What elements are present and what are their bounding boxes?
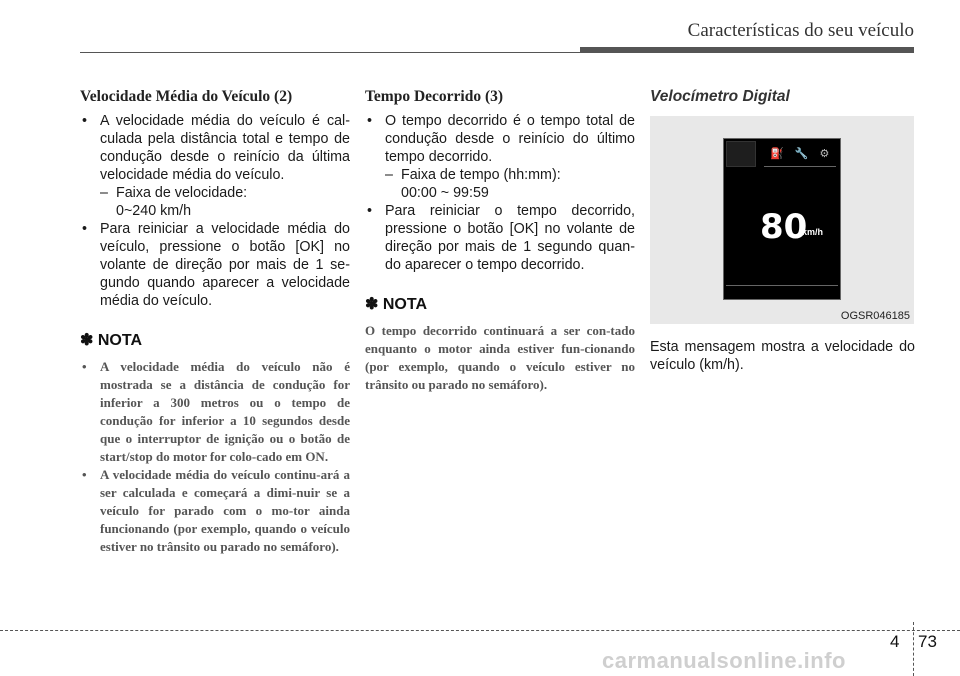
bullet-item: • Para reiniciar a velocidade média do veículo, pressione o botão [OK] no volante de direção por mais de 1 se-gundo quando aparecer a velocidade média do veículo. bbox=[82, 221, 350, 309]
footer-divider bbox=[913, 622, 914, 676]
page-number-value: 73 bbox=[918, 632, 937, 651]
nota-body bbox=[80, 358, 350, 556]
speedometer-figure bbox=[650, 116, 914, 324]
header-rule-bar bbox=[580, 47, 914, 53]
speed-unit: km/h bbox=[802, 227, 824, 237]
header-title: Características do seu veículo bbox=[687, 20, 914, 41]
watermark: carmanualsonline.info bbox=[602, 648, 846, 673]
status-icons: ⛽ 🔧 ⚙ bbox=[770, 148, 834, 160]
cluster-display bbox=[723, 138, 841, 300]
dash-item: – Faixa de tempo (hh:mm): bbox=[385, 167, 561, 183]
range-value: 0~240 km/h bbox=[116, 203, 192, 219]
column-average-speed bbox=[80, 88, 350, 556]
nota-title: ✽ NOTA bbox=[365, 296, 427, 313]
nota-item: • A velocidade média do veículo continu-ará a ser calculada e começará a dimi-nuir se a veículo for parado com o mo-tor ainda funcionando (por exemplo, quando o veículo estiver no trânsito ou parado no semáforo). bbox=[82, 467, 350, 554]
bullet-item: • Para reiniciar o tempo decorrido, pressione o botão [OK] no volante de direção por mais de 1 segundo quan-do aparecer o tempo decorrido. bbox=[367, 203, 635, 273]
section-heading: Tempo Decorrido (3) bbox=[365, 88, 504, 105]
nota-paragraph: O tempo decorrido continuará a ser con-tado enquanto o motor ainda estiver fun-cionando (por exemplo, quando o veículo estiver no trânsito ou parado no semáforo). bbox=[365, 323, 635, 392]
range-value: 00:00 ~ 99:59 bbox=[401, 185, 489, 201]
chapter-number: 4 bbox=[890, 632, 900, 651]
bullet-item: • O tempo decorrido é o tempo total de condução desde o reinício do último tempo decorrido. bbox=[367, 113, 635, 165]
section-heading: Velocímetro Digital bbox=[650, 88, 790, 105]
nota-title: ✽ NOTA bbox=[80, 332, 142, 349]
footer-rule bbox=[0, 630, 960, 631]
column-digital-speedometer bbox=[650, 88, 915, 374]
nota-body bbox=[365, 322, 635, 394]
paragraph: Esta mensagem mostra a velocidade do veículo (km/h). bbox=[650, 339, 915, 373]
nota-item: • A velocidade média do veículo não é mostrada se a distância de condução for inferior a 300 metros ou o tempo de condução for inferior a 10 segundos desde que o interruptor de ignição ou o botão de start/stop do motor for colo-cado em ON. bbox=[82, 359, 350, 464]
section-heading: Velocidade Média do Veículo (2) bbox=[80, 88, 293, 105]
display-box bbox=[726, 141, 756, 167]
figure-code: OGSR046185 bbox=[840, 310, 910, 322]
header-rule bbox=[80, 52, 580, 53]
column-elapsed-time bbox=[365, 88, 635, 394]
dash-item: – Faixa de velocidade: bbox=[100, 185, 248, 201]
divider bbox=[726, 285, 838, 286]
bullet-item: • A velocidade média do veículo é cal-culada pela distância total e tempo de condução desde o reinício da última velocidade média do veículo. bbox=[82, 113, 350, 183]
speed-readout: 80 bbox=[760, 207, 808, 247]
divider bbox=[764, 166, 836, 167]
